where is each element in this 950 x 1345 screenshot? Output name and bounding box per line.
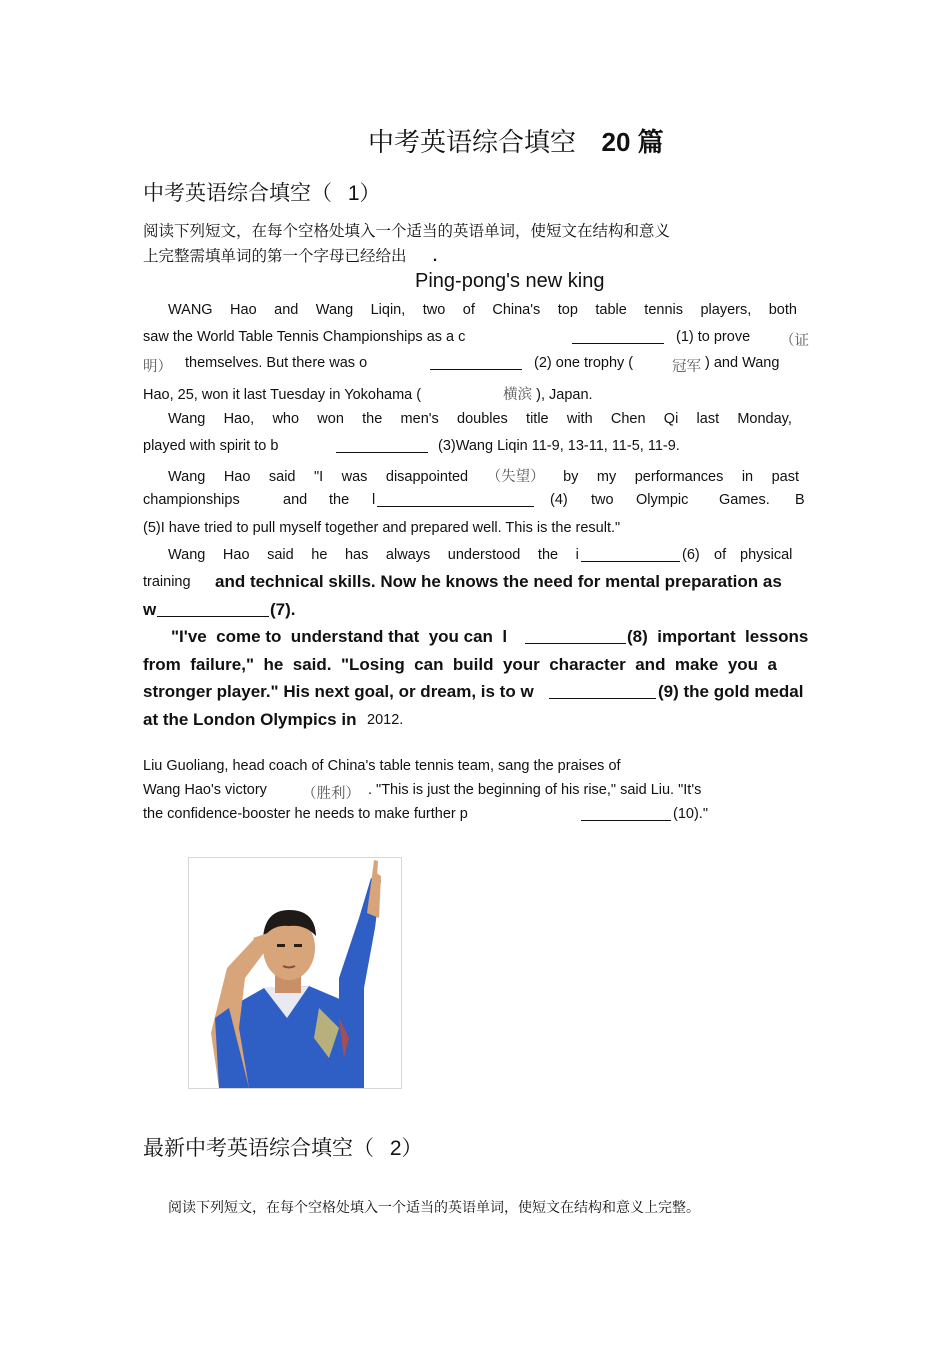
p6-line3-a: the confidence-booster he needs to make further p xyxy=(143,806,468,822)
p1-line4 xyxy=(143,383,593,404)
p5-line1-b: (8) important lessons xyxy=(627,627,809,646)
p3-word: in xyxy=(741,469,754,485)
p4-word: understood xyxy=(447,547,521,563)
p3-word: was xyxy=(341,469,368,485)
p4-line2-bold: and technical skills. Now he knows the need for mental preparation as xyxy=(215,572,782,591)
p6-line3-b: (10)." xyxy=(673,806,708,822)
p1-line3-right: (2) one trophy ( xyxy=(534,355,634,371)
p1-word: WANG xyxy=(168,302,213,318)
p2-line2-right: (3)Wang Liqin 11-9, 13-11, 11-5, 11-9. xyxy=(438,438,680,454)
p5-line4-b: 2012. xyxy=(367,712,404,728)
p2-word: doubles xyxy=(457,411,508,427)
p1-word: players, xyxy=(700,302,752,318)
p2-word: Qi xyxy=(663,411,679,427)
player-saluting-illustration xyxy=(189,858,401,1088)
p1-word: Wang xyxy=(315,302,354,318)
section1-instruction-1: 阅读下列短文，在每个空格处填入一个适当的英语单词，使短文在结构和意义 xyxy=(143,222,671,240)
p3-l2-num: (4) xyxy=(550,492,568,508)
p5-line3-a: stronger player." His next goal, or dream, is to w xyxy=(143,682,534,701)
p1-line4-yokohama: 横滨 xyxy=(503,387,533,403)
p2-word: won xyxy=(317,411,344,427)
p3-word: by xyxy=(563,469,579,485)
p1-line3-text: themselves. But there was o xyxy=(185,355,368,371)
p4-line1-physical: physical xyxy=(740,547,793,563)
p3-word: my xyxy=(596,469,617,485)
p4-line3-w: w xyxy=(143,600,157,619)
p3-l2-olympic: Olympic xyxy=(636,492,689,508)
blank-9[interactable] xyxy=(549,683,656,699)
p4-word: always xyxy=(385,547,431,563)
p6-line2-c: . "This is just the beginning of his rise," said Liu. "It's xyxy=(368,782,702,798)
p3-line3: (5)I have tried to pull myself together and prepared well. This is the result." xyxy=(143,520,621,536)
p4-word: has xyxy=(344,547,369,563)
p3-l2-and: and xyxy=(283,492,308,508)
document-title-text: 中考英语综合填空 xyxy=(368,128,577,158)
p1-word: and xyxy=(274,302,299,318)
p3-word: Hao xyxy=(223,469,251,485)
p1-word: tennis xyxy=(644,302,683,318)
p4-line1-of: of xyxy=(714,547,727,563)
p2-word: who xyxy=(272,411,300,427)
p3-l2-championships: championships xyxy=(143,492,240,508)
document-title-count: 20 篇 xyxy=(601,127,664,157)
p2-word: Hao, xyxy=(223,411,255,427)
p3-l2-b: B xyxy=(795,492,805,508)
p3-line1 xyxy=(168,465,799,486)
p1-word: two xyxy=(422,302,446,318)
p3-l2-the: the xyxy=(329,492,350,508)
p2-word: Chen xyxy=(610,411,646,427)
p2-word: Wang xyxy=(168,411,206,427)
p3-word: Wang xyxy=(168,469,206,485)
document-title xyxy=(368,122,664,159)
p3-l2-two: two xyxy=(591,492,614,508)
p1-word: Liqin, xyxy=(370,302,406,318)
p4-word: Hao xyxy=(222,547,250,563)
p2-word: last xyxy=(696,411,720,427)
p1-word: of xyxy=(462,302,475,318)
p1-line3-end: ) and Wang xyxy=(705,355,780,371)
p2-line2-text: played with spirit to b xyxy=(143,438,279,454)
p3-word: （失望） xyxy=(486,469,545,485)
p1-word: Hao xyxy=(230,302,257,318)
blank-1[interactable] xyxy=(572,330,664,344)
p1-word: table xyxy=(595,302,627,318)
p4-word: the xyxy=(537,547,559,563)
p1-line4-c: ), Japan. xyxy=(536,387,593,403)
p2-word: with xyxy=(566,411,593,427)
p1-line3-cjk: 明） xyxy=(143,359,172,375)
p2-line1 xyxy=(168,411,792,427)
section2-instruction: 阅读下列短文，在每个空格处填入一个适当的英语单词，使短文在结构和意义上完整。 xyxy=(168,1200,700,1216)
p5-line2: from failure," he said. "Losing can build your character and make you a xyxy=(143,655,777,674)
p5-line1-a: "I've come to understand that you can l xyxy=(171,627,508,646)
p1-line1 xyxy=(168,302,797,318)
p1-line2-text: saw the World Table Tennis Championships as a c xyxy=(143,329,466,345)
p3-l2-l: l xyxy=(372,492,376,508)
p3-word: said xyxy=(268,469,296,485)
p4-word: Wang xyxy=(168,547,206,563)
blank-2[interactable] xyxy=(430,356,522,370)
p3-word: performances xyxy=(634,469,724,485)
p1-word: both xyxy=(768,302,797,318)
p3-word: disappointed xyxy=(385,469,469,485)
section1-heading-num: 1） xyxy=(347,182,381,205)
section2-heading-text: 最新中考英语综合填空（ xyxy=(143,1136,374,1160)
section1-instruction-dot: . xyxy=(432,248,438,265)
blank-8[interactable] xyxy=(525,628,626,644)
section1-heading-text: 中考英语综合填空（ xyxy=(143,181,332,205)
p4-word: i xyxy=(575,547,579,563)
p1-word: top xyxy=(557,302,578,318)
p4-line1 xyxy=(168,547,579,563)
p2-word: title xyxy=(526,411,549,427)
p6-line2-victory: （胜利） xyxy=(302,786,360,802)
p4-line3-num: (7). xyxy=(270,600,296,619)
p6-line2-a: Wang Hao's victory xyxy=(143,782,267,798)
blank-3[interactable] xyxy=(336,439,428,453)
p5-line3-b: (9) the gold medal xyxy=(658,682,804,701)
blank-6[interactable] xyxy=(581,548,680,562)
p4-word: said xyxy=(267,547,294,563)
p2-word: the xyxy=(362,411,383,427)
p1-line2-right: (1) to prove xyxy=(676,329,751,345)
section2-heading xyxy=(143,1132,423,1162)
section1-heading xyxy=(143,177,381,207)
blank-10[interactable] xyxy=(581,807,671,821)
article-title: Ping-pong's new king xyxy=(415,270,605,292)
player-photo xyxy=(188,857,402,1089)
section1-instruction-2 xyxy=(143,244,437,266)
p1-line3-champion: 冠军 xyxy=(672,359,701,375)
p1-line4-a: Hao, 25, won it last Tuesday in Yokohama ( xyxy=(143,387,422,403)
p3-l2-games: Games. xyxy=(719,492,770,508)
p1-line2-cjk: （证 xyxy=(780,333,809,349)
p4-word: he xyxy=(311,547,328,563)
p4-line1-num: (6) xyxy=(682,547,700,563)
p1-line2 xyxy=(143,329,465,345)
p4-line2-training: training xyxy=(143,574,191,590)
p2-word: men's xyxy=(400,411,439,427)
section1-instruction-2-text: 上完整需填单词的第一个字母已经给出 xyxy=(143,247,407,265)
p1-word: China's xyxy=(492,302,541,318)
p3-word: "I xyxy=(313,469,324,485)
blank-4[interactable] xyxy=(377,493,534,507)
p2-word: Monday, xyxy=(737,411,792,427)
p6-line1: Liu Guoliang, head coach of China's table tennis team, sang the praises of xyxy=(143,758,621,774)
blank-7[interactable] xyxy=(157,601,269,617)
section2-heading-num: 2） xyxy=(389,1137,423,1160)
p5-line4-a: at the London Olympics in xyxy=(143,710,357,729)
p3-word: past xyxy=(771,469,799,485)
